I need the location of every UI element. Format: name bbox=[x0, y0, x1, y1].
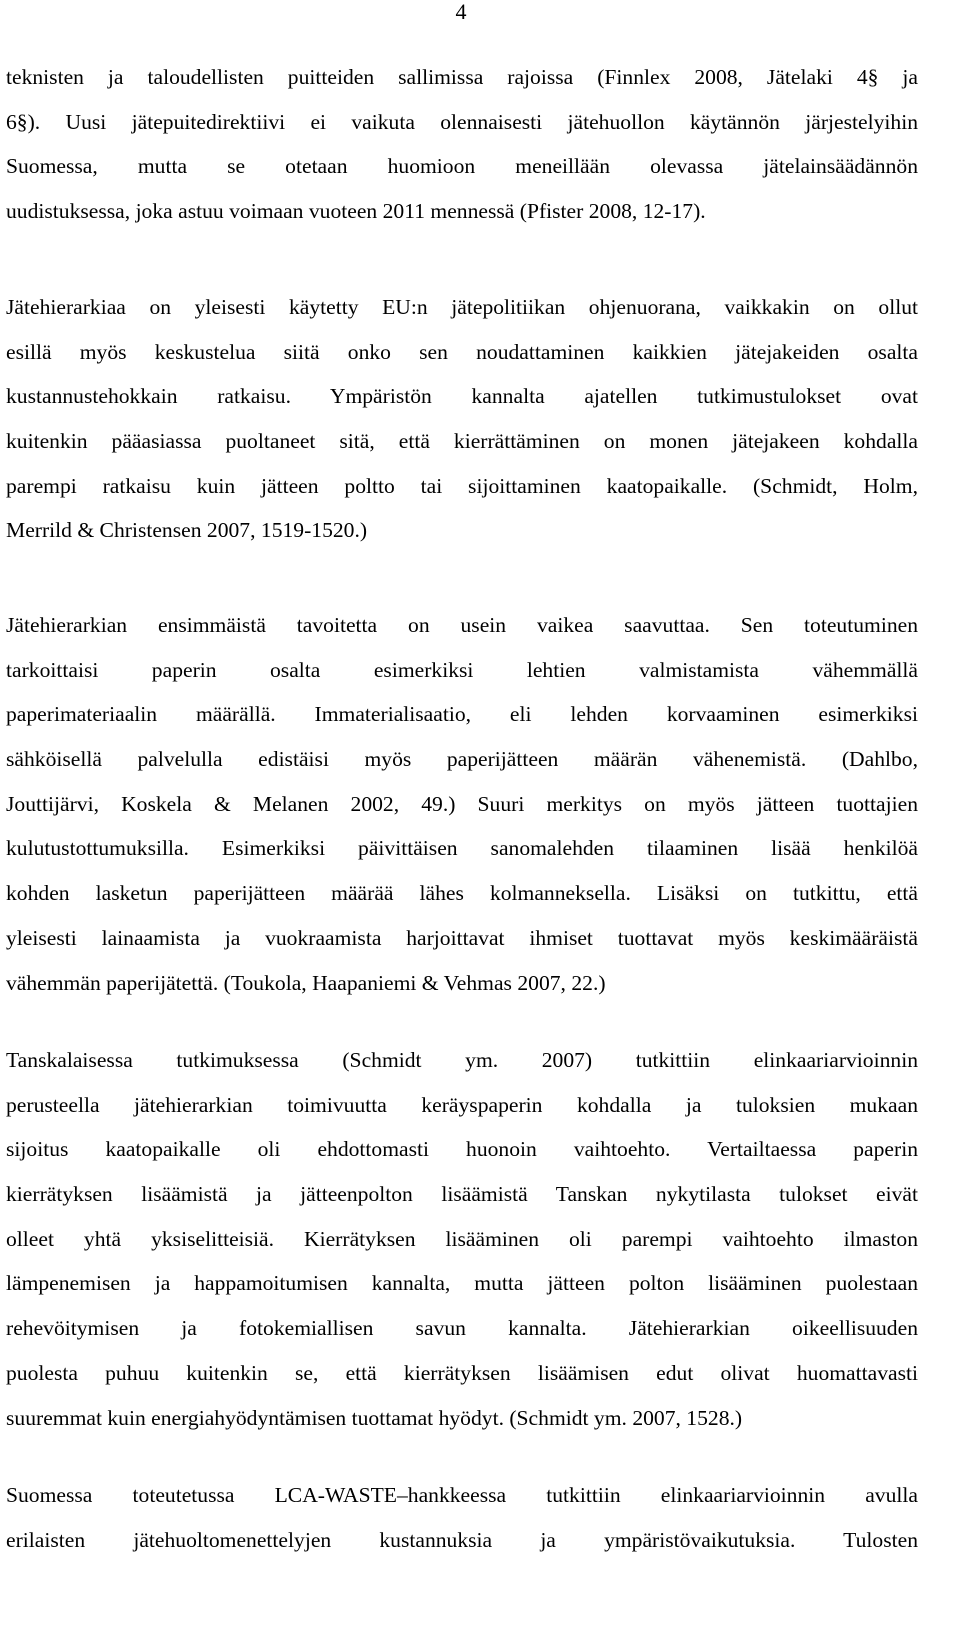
text-line: sijoitus kaatopaikalle oli ehdottomasti huonoin vaihtoehto. Vertailtaessa paperin bbox=[6, 1137, 918, 1162]
text-line: olleet yhtä yksiselitteisiä. Kierrätyksen lisääminen oli parempi vaihtoehto ilmaston bbox=[6, 1226, 918, 1251]
text-line: Jätehierarkian ensimmäistä tavoitetta on usein vaikea saavuttaa. Sen toteutuminen bbox=[6, 613, 918, 637]
text-line: tarkoittaisi paperin osalta esimerkiksi lehtien valmistamista vähemmällä bbox=[6, 657, 918, 682]
text-line: kuitenkin pääasiassa puoltaneet sitä, että kierrättäminen on monen jätejakeen kohdalla bbox=[6, 429, 918, 454]
text-line: parempi ratkaisu kuin jätteen poltto tai sijoittaminen kaatopaikalle. (Schmidt, Holm, bbox=[6, 473, 918, 498]
text-line: Suomessa toteutetussa LCA-WASTE–hankkeessa tutkittiin elinkaariarvioinnin avulla bbox=[6, 1483, 918, 1507]
text-line: lämpenemisen ja happamoitumisen kannalta, mutta jätteen polton lisääminen puolestaan bbox=[6, 1271, 918, 1296]
text-line: Merrild & Christensen 2007, 1519-1520.) bbox=[6, 518, 368, 543]
text-line: sähköisellä palvelulla edistäisi myös paperijätteen määrän vähenemistä. (Dahlbo, bbox=[6, 747, 918, 772]
text-line: puolesta puhuu kuitenkin se, että kierrätyksen lisäämisen edut olivat huomattavasti bbox=[6, 1360, 918, 1385]
text-line: erilaisten jätehuoltomenettelyjen kustannuksia ja ympäristövaikutuksia. Tulosten bbox=[6, 1527, 918, 1552]
text-line: Suomessa, mutta se otetaan huomioon meneillään olevassa jätelainsäädännön bbox=[6, 154, 918, 179]
paragraph-4 bbox=[6, 1038, 918, 1440]
text-line: uudistuksessa, joka astuu voimaan vuoteen 2011 mennessä (Pfister 2008, 12-17). bbox=[6, 199, 706, 224]
text-line: vähemmän paperijätettä. (Toukola, Haapaniemi & Vehmas 2007, 22.) bbox=[6, 970, 606, 995]
text-line: paperimateriaalin määrällä. Immaterialisaatio, eli lehden korvaaminen esimerkiksi bbox=[6, 702, 918, 727]
text-line: Tanskalaisessa tutkimuksessa (Schmidt ym. 2007) tutkittiin elinkaariarvioinnin bbox=[6, 1048, 918, 1072]
text-line: kierrätyksen lisäämistä ja jätteenpolton lisäämistä Tanskan nykytilasta tulokset eivät bbox=[6, 1182, 918, 1207]
paragraph-3 bbox=[6, 603, 918, 1005]
text-line: rehevöitymisen ja fotokemiallisen savun kannalta. Jätehierarkian oikeellisuuden bbox=[6, 1316, 918, 1341]
text-line: kustannustehokkain ratkaisu. Ympäristön kannalta ajatellen tutkimustulokset ovat bbox=[6, 384, 918, 409]
text-line: perusteella jätehierarkian toimivuutta keräyspaperin kohdalla ja tuloksien mukaan bbox=[6, 1092, 918, 1117]
text-line: Jouttijärvi, Koskela & Melanen 2002, 49.) Suuri merkitys on myös jätteen tuottajien bbox=[6, 791, 918, 816]
text-line: 6§). Uusi jätepuitedirektiivi ei vaikuta olennaisesti jätehuollon käytännön järjestelyihin bbox=[6, 109, 918, 134]
page-number: 4 bbox=[455, 0, 467, 24]
text-line: yleisesti lainaamista ja vuokraamista harjoittavat ihmiset tuottavat myös keskimääräistä bbox=[6, 925, 918, 950]
text-line: suuremmat kuin energiahyödyntämisen tuottamat hyödyt. (Schmidt ym. 2007, 1528.) bbox=[6, 1405, 743, 1430]
paragraph-5 bbox=[6, 1473, 918, 1562]
text-line: kulutustottumuksilla. Esimerkiksi päivittäisen sanomalehden tilaaminen lisää henkilöä bbox=[6, 836, 918, 861]
text-line: kohden lasketun paperijätteen määrää lähes kolmanneksella. Lisäksi on tutkittu, että bbox=[6, 881, 918, 906]
text-line: esillä myös keskustelua siitä onko sen noudattaminen kaikkien jätejakeiden osalta bbox=[6, 339, 918, 364]
paragraph-2 bbox=[6, 285, 918, 553]
text-line: Jätehierarkiaa on yleisesti käytetty EU:n jätepolitiikan ohjenuorana, vaikkakin on ollut bbox=[6, 295, 918, 319]
text-line: teknisten ja taloudellisten puitteiden sallimissa rajoissa (Finnlex 2008, Jätelaki 4§ ja bbox=[6, 65, 918, 89]
paragraph-1 bbox=[6, 55, 918, 234]
